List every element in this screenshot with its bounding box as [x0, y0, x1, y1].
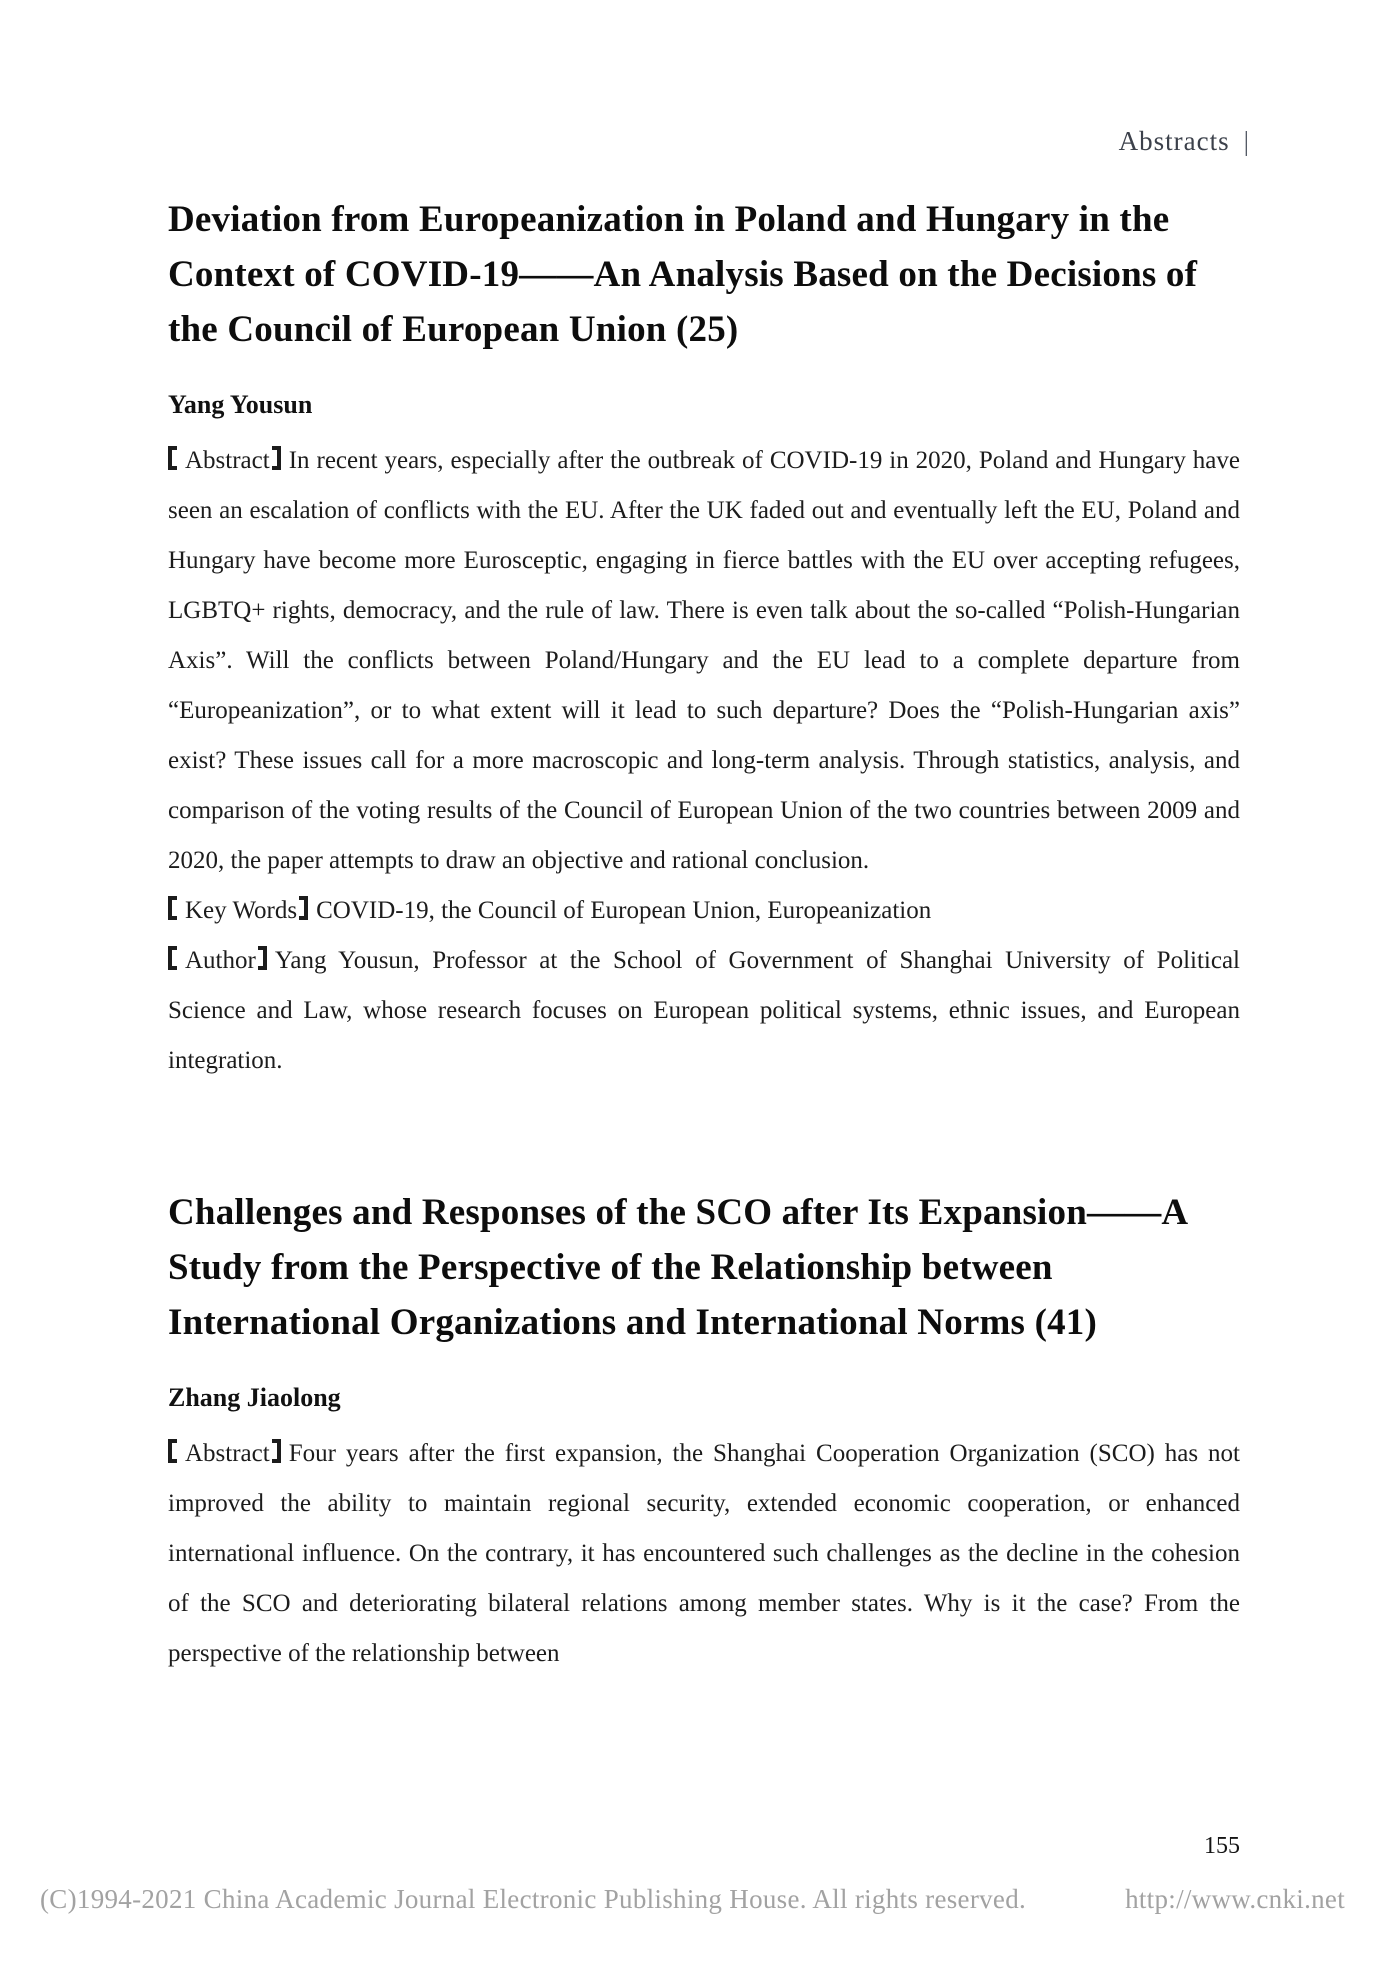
abstract-text: Four years after the first expansion, the Shanghai Cooperation Organization (SCO) has not improved the ability to maintain regional security, extended economic cooperation, or enhanced international influence. On the contrary, it has encountered such challenges as the decline in the cohesion of the SCO and deteriorating bilateral relations among member states. Why is it the case? From the perspective of the relationship between: [168, 1440, 1240, 1667]
lenticular-bracket-open: [168, 446, 177, 470]
footer-url: http://www.cnki.net: [1125, 1884, 1345, 1914]
lenticular-bracket-close: [258, 946, 267, 970]
lenticular-bracket-close: [299, 896, 308, 920]
article-author-name: Yang Yousun: [168, 390, 313, 419]
keywords-text: COVID-19, the Council of European Union, Europeanization: [316, 897, 932, 924]
keywords-label: Key Words: [185, 897, 298, 924]
keywords-line: [168, 886, 1240, 936]
lenticular-bracket-open: [168, 896, 177, 920]
abstract-label: Abstract: [185, 1440, 270, 1467]
abstract-paragraph: [168, 436, 1240, 886]
author-info-text: Yang Yousun, Professor at the School of Government of Shanghai University of Political Science and Law, whose research focuses on European political systems, ethnic issues, and European integration.: [168, 947, 1240, 1074]
author-info-label: Author: [185, 947, 256, 974]
running-head: [1119, 126, 1250, 157]
running-head-separator: |: [1243, 126, 1250, 156]
page-number: 155: [1204, 1833, 1240, 1859]
abstract-label: Abstract: [185, 447, 270, 474]
lenticular-bracket-open: [168, 1439, 177, 1463]
article-title: Deviation from Europeanization in Poland and Hungary in the Context of COVID-19——An Analysis Based on the Decisions of the Council of European Union (25): [168, 199, 1198, 350]
page-footer: [40, 1884, 1345, 1915]
article-author-name: Zhang Jiaolong: [168, 1383, 341, 1412]
footer-copyright: (C)1994-2021 China Academic Journal Electronic Publishing House. All rights reserved.: [40, 1884, 1027, 1914]
author-info-line: [168, 936, 1240, 1086]
lenticular-bracket-open: [168, 946, 177, 970]
abstract-paragraph: [168, 1429, 1240, 1679]
article-title: Challenges and Responses of the SCO after Its Expansion——A Study from the Perspective of the Relationship between International Organizations and International Norms (41): [168, 1192, 1187, 1343]
running-head-label: Abstracts: [1118, 126, 1230, 156]
lenticular-bracket-close: [272, 446, 281, 470]
abstract-text: In recent years, especially after the outbreak of COVID-19 in 2020, Poland and Hungary have seen an escalation of conflicts with the EU. After the UK faded out and eventually left the EU, Poland and Hungary have become more Eurosceptic, engaging in fierce battles with the EU over accepting refugees, LGBTQ+ rights, democracy, and the rule of law. There is even talk about the so-called “Polish-Hungarian Axis”. Will the conflicts between Poland/Hungary and the EU lead to a complete departure from “Europeanization”, or to what extent will it lead to such departure? Does the “Polish-Hungarian axis” exist? These issues call for a more macroscopic and long-term analysis. Through statistics, analysis, and comparison of the voting results of the Council of European Union of the two countries between 2009 and 2020, the paper attempts to draw an objective and rational conclusion.: [168, 447, 1240, 874]
lenticular-bracket-close: [272, 1439, 281, 1463]
page-content: [168, 192, 1240, 1679]
